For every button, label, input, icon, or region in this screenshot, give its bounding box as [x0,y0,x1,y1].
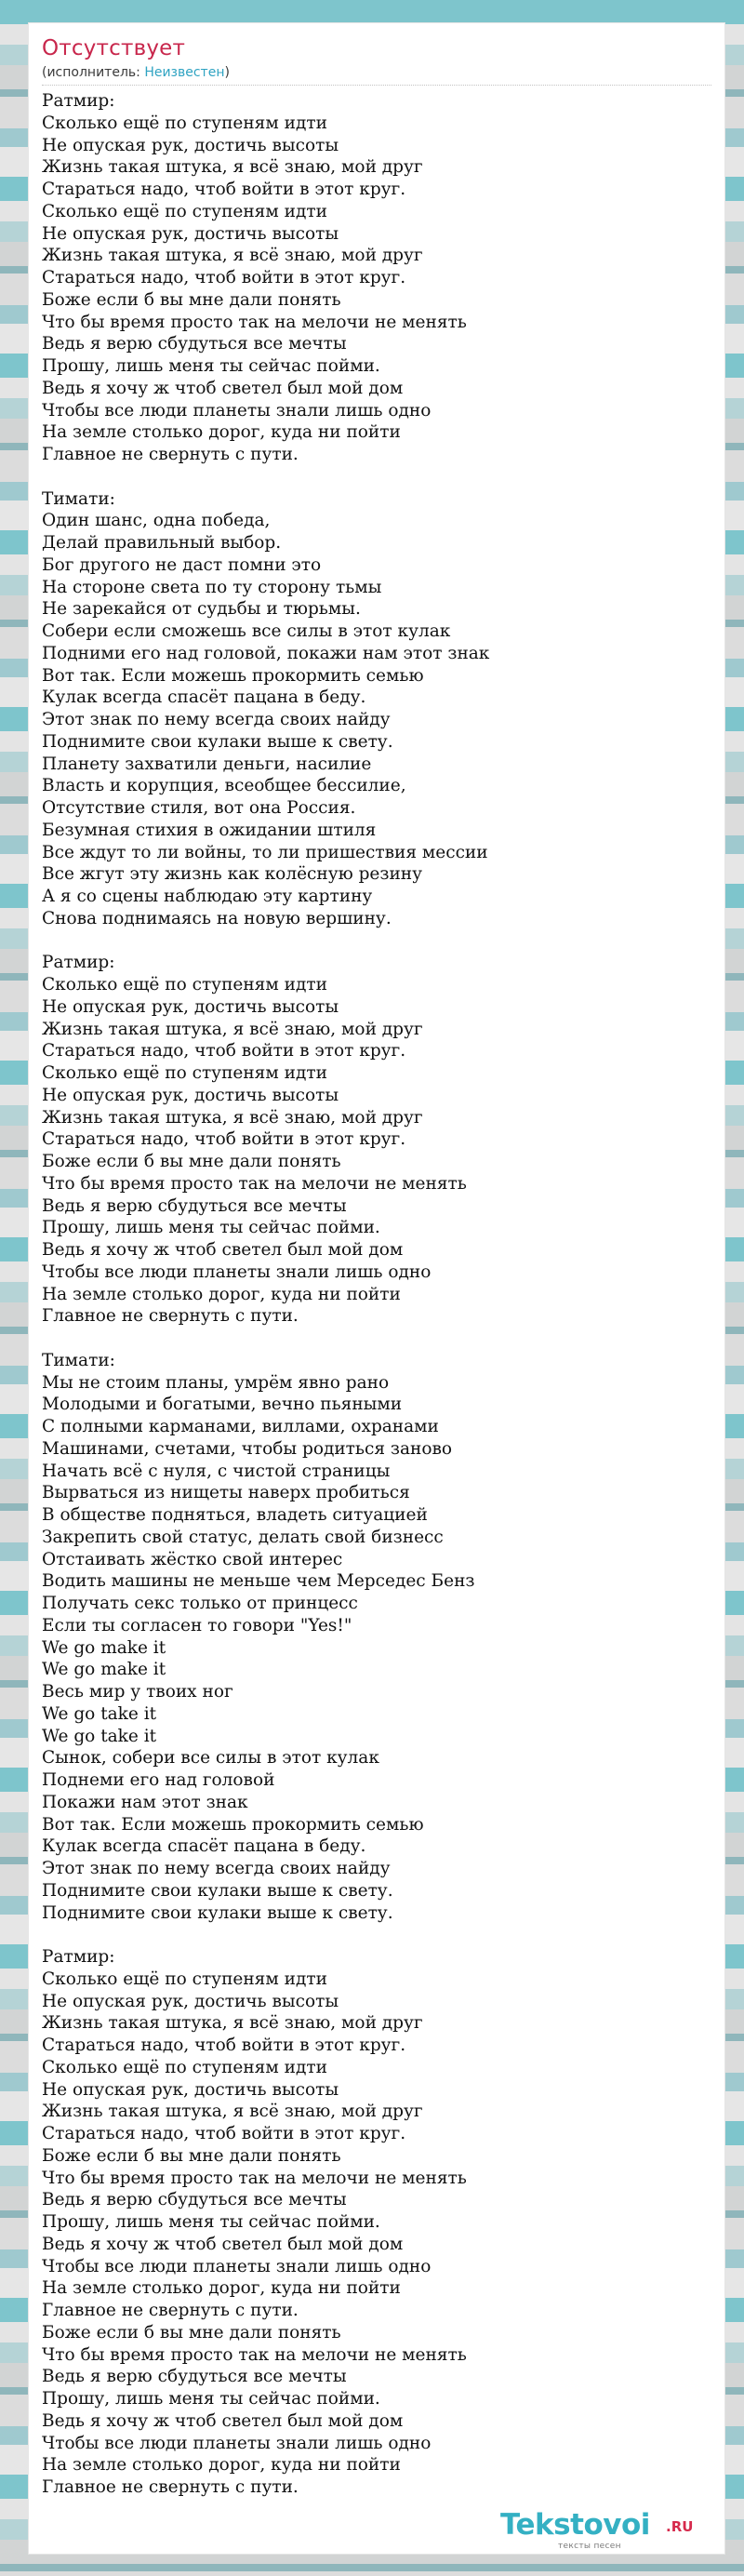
logo-domain: .RU [666,2518,694,2535]
artist-link[interactable]: Неизвестен [144,65,225,80]
artist-prefix: (исполнитель: [42,65,145,80]
song-title: Отсутствует [42,36,186,60]
artist-suffix: ) [224,65,230,80]
site-logo[interactable] [500,2508,694,2549]
logo-tagline: тексты песен [558,2542,621,2551]
artist-line [42,65,230,80]
lyrics-card [28,22,725,2555]
logo-name: Tekstovoi [500,2508,650,2542]
lyrics-text: Ратмир: Сколько ещё по ступеням идти Не опуская рук, достичь высоты Жизнь такая штука, я всё знаю, мой друг Стараться надо, чтоб войти в этот круг. Сколько ещё по ступеням идти Не опуская рук, достичь высоты Жизнь такая штука, я всё знаю, мой друг Стараться надо, чтоб войти в этот круг. Боже если б вы мне дали понять Что бы время просто так на мелочи не менять Ведь я верю сбудуться все мечты Прошу, лишь меня ты сейчас пойми. Ведь я хочу ж чтоб светел был мой дом Чтобы все люди планеты знали лишь одно На земле столько дорог, куда ни пойти Главное не свернуть с пути. Тимати: Один шанс, одна победа, Делай правильный выбор. Бог другого не даст помни это На стороне света по ту сторону тьмы Не зарекайся от судьбы и тюрьмы. Собери если сможешь все силы в этот кулак Подними его над головой, покажи нам этот знак Вот так. Если можешь прокормить семью Кулак всегда спасёт пацана в беду. Этот знак по нему всегда своих найду Поднимите свои кулаки выше к свету. Планету захватили деньги, насилие Власть и корупция, всеобщее бессилие, Отсутствие стиля, вот она Россия. Безумная стихия в ожидании штиля Все ждут то ли войны, то ли пришествия мессии Все жгут эту жизнь как колёсную резину А я со сцены наблюдаю эту картину Снова поднимаясь на новую вершину. Ратмир: Сколько ещё по ступеням идти Не опуская рук, достичь высоты Жизнь такая штука, я всё знаю, мой друг Стараться надо, чтоб войти в этот круг. Сколько ещё по ступеням идти Не опуская рук, достичь высоты Жизнь такая штука, я всё знаю, мой друг Стараться надо, чтоб войти в этот круг. Боже если б вы мне дали понять Что бы время просто так на мелочи не менять Ведь я верю сбудуться все мечты Прошу, лишь меня ты сейчас пойми. Ведь я хочу ж чтоб светел был мой дом Чтобы все люди планеты знали лишь одно На земле столько дорог, куда ни пойти Главное не свернуть с пути. Тимати: Мы не стоим планы, умрём явно рано Молодыми и богатыми, вечно пьяными С полными карманами, виллами, охранами Машинами, счетами, чтобы родиться заново Начать всё с нуля, с чистой страницы Вырваться из нищеты наверх пробиться В обществе подняться, владеть ситуацией Закрепить свой статус, делать свой бизнесс Отстаивать жёстко свой интерес Водить машины не меньше чем Мерседес Бенз Получать секс только от принцесс Если ты согласен то говори "Yes!" We go make it We go make it Весь мир у твоих ног We go take it We go take it Сынок, собери все силы в этот кулак Поднеми его над головой Покажи нам этот знак Вот так. Если можешь прокормить семью Кулак всегда спасёт пацана в беду. Этот знак по нему всегда своих найду Поднимите свои кулаки выше к свету. Поднимите свои кулаки выше к свету. Ратмир: Сколько ещё по ступеням идти Не опуская рук, достичь высоты Жизнь такая штука, я всё знаю, мой друг Стараться надо, чтоб войти в этот круг. Сколько ещё по ступеням идти Не опуская рук, достичь высоты Жизнь такая штука, я всё знаю, мой друг Стараться надо, чтоб войти в этот круг. Боже если б вы мне дали понять Что бы время просто так на мелочи не менять Ведь я верю сбудуться все мечты Прошу, лишь меня ты сейчас пойми. Ведь я хочу ж чтоб светел был мой дом Чтобы все люди планеты знали лишь одно На земле столько дорог, куда ни пойти Главное не свернуть с пути. Боже если б вы мне дали понять Что бы время просто так на мелочи не менять Ведь я верю сбудуться все мечты Прошу, лишь меня ты сейчас пойми. Ведь я хочу ж чтоб светел был мой дом Чтобы все люди планеты знали лишь одно На земле столько дорог, куда ни пойти Главное не свернуть с пути. [42,91,490,2497]
header-divider [42,85,711,86]
